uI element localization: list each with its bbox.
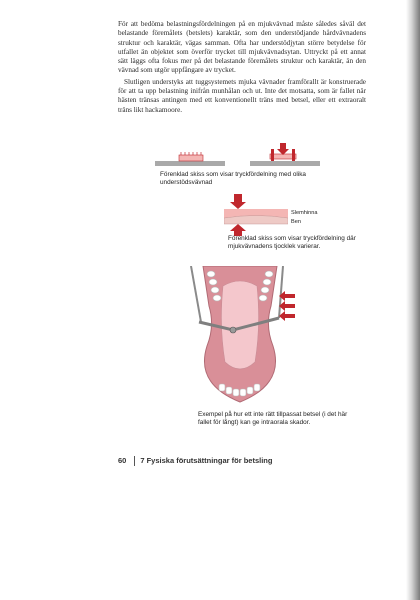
pressure-arrow-top xyxy=(230,194,246,209)
support-post-right xyxy=(292,149,295,161)
figure-3-caption: Exempel på hur ett inte rätt tillpassat betsel (i det här fallet för långt) kan ge intraorala skador. xyxy=(198,411,348,426)
flat-object xyxy=(179,155,203,161)
pressure-ticks xyxy=(181,152,201,155)
figure-2-sketch xyxy=(224,194,288,236)
chapter-title: 7 Fysiska förutsättningar för betsling xyxy=(140,456,273,465)
bone-label: Ben xyxy=(291,219,301,225)
figure-1-caption: Förenklad skiss som visar tryckfördelning med olika understödsvävnad xyxy=(160,171,306,186)
figure-2-caption: Förenklad skiss som visar tryckfördelning där mjukvävnadens tjocklek varierar. xyxy=(228,235,356,250)
bone-layer xyxy=(224,216,288,225)
page-footer xyxy=(118,456,272,466)
paragraph-2: Slutligen understyks att tuggsystemets mjuka vävnader framförallt är konstruerade för att ta upp belastning inifrån munhålan och ut. Inte det motsatta, som är fallet när hästen tränsas antingen med ett konventionellt träns med betsel, eller ett extraoralt träns likt hackamoore. xyxy=(118,77,366,114)
figure-1-sketch xyxy=(155,143,325,171)
figure-3-mouth-illustration xyxy=(185,266,295,406)
support-surface-left xyxy=(155,161,225,166)
mucosa-label: Slemhinna xyxy=(291,210,318,216)
pressure-arrows xyxy=(279,291,295,321)
body-text xyxy=(118,20,366,115)
pressure-arrow-down xyxy=(277,143,289,155)
page-number: 60 xyxy=(118,456,127,465)
support-surface-right xyxy=(250,161,320,166)
page-edge-shadow xyxy=(406,0,420,600)
bit-joint xyxy=(230,327,236,333)
footer-divider xyxy=(134,456,135,466)
paragraph-1: För att bedöma belastningsfördelningen på en mjukvävnad måste således såväl det belastande föremålets (betslets) karaktär, som den understödjande hårdvävnadens struktur och karaktär, vägas samman. Ofta har understödjytan större betydelse för utfallet än objektet som överför trycket till mjukvävnadsytan. Uttryckt på ett annat sätt läggs ofta fokus mer på det belastande föremålets struktur och karaktär, än den vävnad som utgör uppfångare av trycket. xyxy=(118,20,366,75)
support-post-left xyxy=(271,149,274,161)
